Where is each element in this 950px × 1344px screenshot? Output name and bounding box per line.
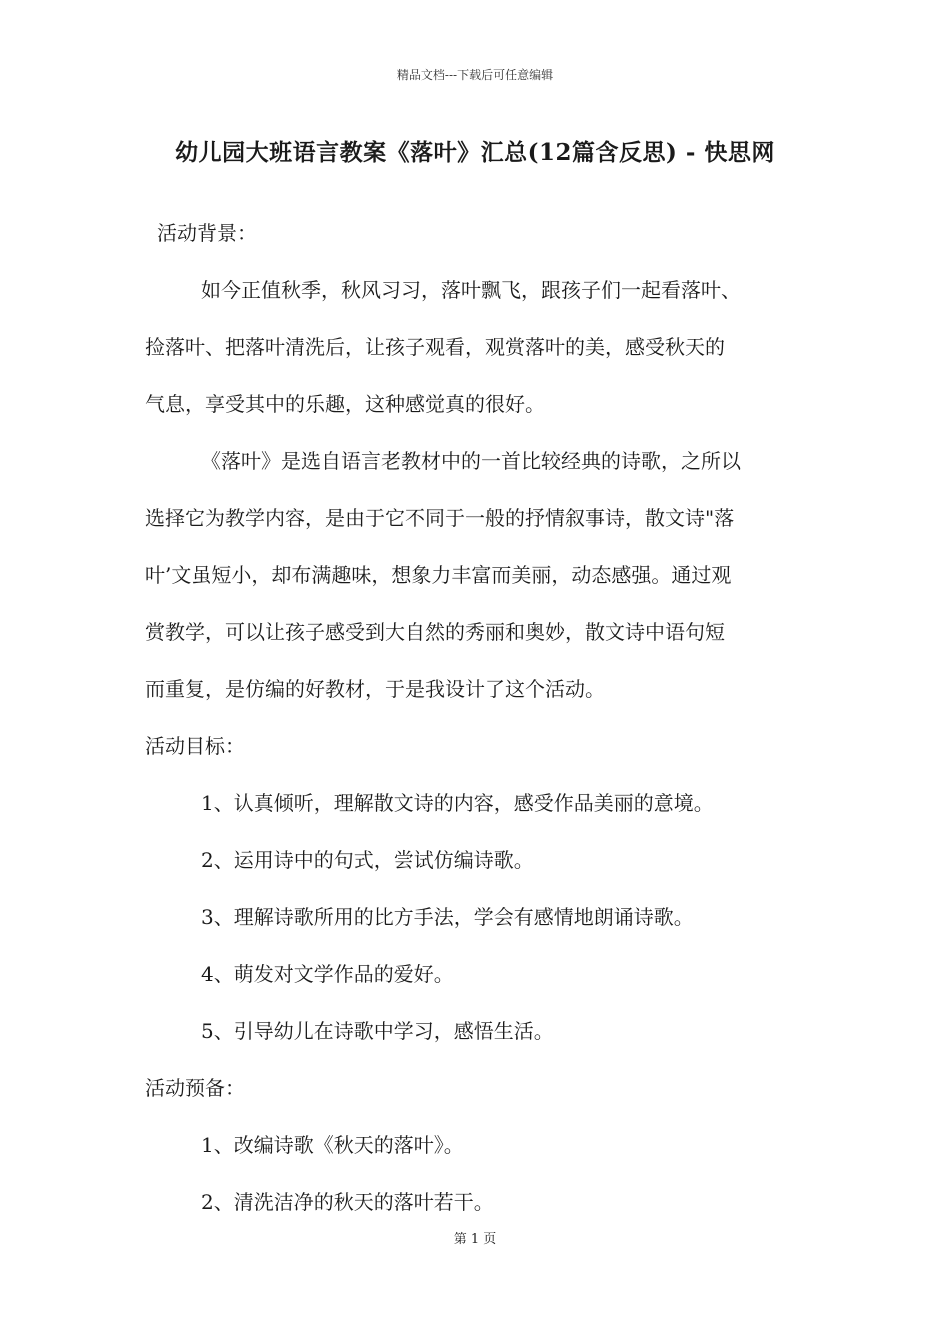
list-item: 1、认真倾听，理解散文诗的内容，感受作品美丽的意境。 [201,791,714,815]
list-item: 1、改编诗歌《秋天的落叶》。 [201,1133,464,1157]
document-title: 幼儿园大班语言教案《落叶》汇总(12篇含反思) - 快思网 [175,139,775,166]
header-note: 精品文档---下载后可任意编辑 [396,68,554,82]
list-item: 2、清洗洁净的秋天的落叶若干。 [201,1190,494,1214]
paragraph-line: 气息，享受其中的乐趣，这种感觉真的很好。 [145,392,545,416]
paragraph-line: 叶’文虽短小，却布满趣味，想象力丰富而美丽，动态感强。通过观 [145,563,732,587]
section-heading-background: 活动背景： [157,221,257,245]
paragraph-line: 捡落叶、把落叶清洗后，让孩子观看，观赏落叶的美，感受秋天的 [145,335,725,359]
paragraph-line: 选择它为教学内容，是由于它不同于一般的抒情叙事诗，散文诗"落 [145,506,735,530]
paragraph-line: 而重复，是仿编的好教材，于是我设计了这个活动。 [145,677,605,701]
paragraph-line: 《落叶》是选自语言老教材中的一首比较经典的诗歌，之所以 [201,449,741,473]
paragraph-line: 如今正值秋季，秋风习习，落叶飘飞，跟孩子们一起看落叶、 [201,278,741,302]
page-number: 第 1 页 [453,1232,497,1247]
paragraph-line: 赏教学，可以让孩子感受到大自然的秀丽和奥妙，散文诗中语句短 [145,620,725,644]
section-heading-preparation: 活动预备： [145,1076,245,1100]
list-item: 3、理解诗歌所用的比方手法，学会有感情地朗诵诗歌。 [201,905,694,929]
list-item: 5、引导幼儿在诗歌中学习，感悟生活。 [201,1019,554,1043]
list-item: 2、运用诗中的句式，尝试仿编诗歌。 [201,848,534,872]
document-body [145,205,805,1231]
section-heading-goals: 活动目标： [145,734,245,758]
list-item: 4、萌发对文学作品的爱好。 [201,962,454,986]
